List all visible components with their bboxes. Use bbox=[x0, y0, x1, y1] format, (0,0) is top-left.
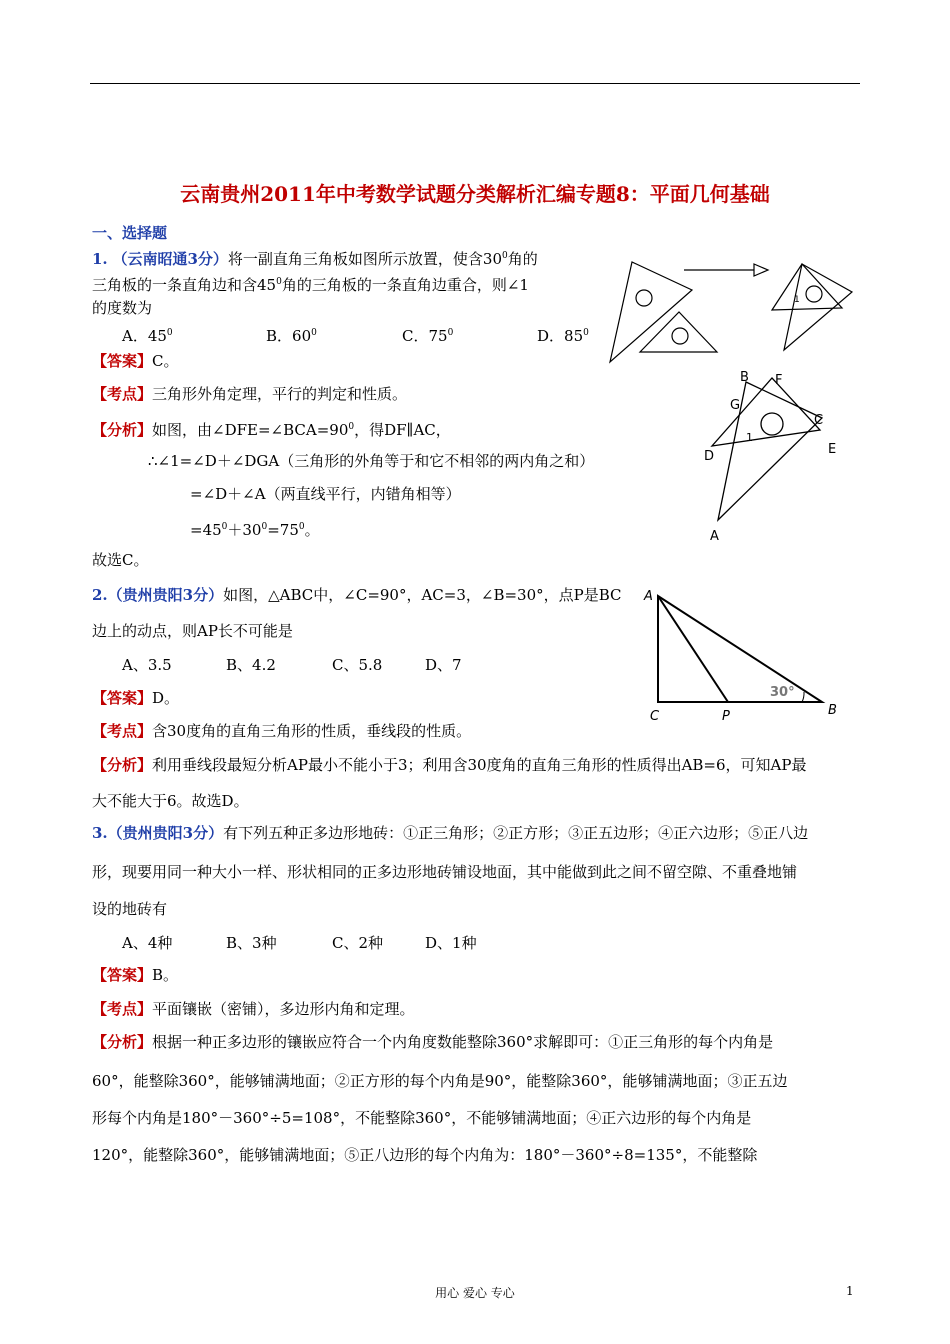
q2-option-c: C、5.8 bbox=[332, 656, 383, 674]
q1-stem-line1 bbox=[92, 245, 538, 270]
fenxi-text: ，得DF∥AC， bbox=[354, 421, 451, 439]
fenxi-text: =75 bbox=[267, 521, 299, 539]
q2-answer bbox=[92, 687, 179, 709]
q1-stem-a2: 角的 bbox=[507, 250, 538, 268]
q3-stem-line3: 设的地砖有 bbox=[92, 900, 168, 918]
q1-stem-b2: 角的三角板的一条直角边重合，则∠1 bbox=[281, 276, 529, 294]
sup: 0 bbox=[276, 277, 282, 287]
footer-motto: 用心 爱心 专心 bbox=[435, 1286, 515, 1300]
label-a: A bbox=[644, 589, 653, 604]
q1-fenxi-1 bbox=[92, 416, 451, 441]
q1-conclude: 故选C。 bbox=[92, 551, 149, 569]
label-b: B bbox=[740, 370, 749, 385]
sup: 0 bbox=[583, 328, 589, 338]
q2-source: （贵州贵阳3分） bbox=[107, 586, 224, 604]
triangle-hole bbox=[806, 286, 822, 302]
q2-option-b: B、4.2 bbox=[226, 656, 276, 674]
fenxi-text: ＋30 bbox=[227, 521, 262, 539]
q3-source: （贵州贵阳3分） bbox=[107, 824, 224, 842]
angle-arc bbox=[802, 692, 804, 702]
q1-fenxi-3: =∠D＋∠A（两直线平行，内错角相等） bbox=[190, 485, 461, 503]
sup: 0 bbox=[221, 522, 228, 532]
page-number: 1 bbox=[846, 1284, 854, 1298]
q2-fenxi-2: 大不能大于6。故选D。 bbox=[92, 792, 249, 810]
kaodian-text: 三角形外角定理，平行的判定和性质。 bbox=[152, 385, 408, 403]
sup: 0 bbox=[166, 328, 173, 338]
option-text: A．45 bbox=[122, 327, 167, 345]
q1-kaodian bbox=[92, 383, 407, 405]
q2-fenxi-1 bbox=[92, 754, 806, 776]
option-text: D．85 bbox=[537, 327, 584, 345]
option-text: C．75 bbox=[402, 327, 448, 345]
sup: 0 bbox=[447, 328, 454, 338]
label-b: B bbox=[828, 703, 837, 718]
label-f: F bbox=[775, 373, 783, 388]
q1-source: （云南昭通3分） bbox=[112, 250, 228, 268]
q3-fenxi-2: 60°，能整除360°，能够铺满地面；②正方形的每个内角是90°，能整除360°，能够铺满地面；③正五边 bbox=[92, 1072, 788, 1090]
q3-option-a: A、4种 bbox=[122, 934, 173, 952]
sup: 0 bbox=[261, 522, 268, 532]
q3-answer bbox=[92, 964, 178, 986]
q1-figure-setsquares bbox=[600, 250, 860, 370]
q3-fenxi-3: 形每个内角是180°－360°÷5=108°，不能整除360°，不能够铺满地面；④正六边形的每个内角是 bbox=[92, 1109, 752, 1127]
fenxi-text: 。 bbox=[304, 521, 320, 539]
angle-1-label: 1 bbox=[794, 295, 800, 305]
q3-number: 3. bbox=[92, 824, 108, 842]
q2-figure-triangle bbox=[640, 584, 845, 724]
angle-1-label: 1 bbox=[746, 431, 753, 444]
q3-stem-line2: 形，现要用同一种大小一样、形状相同的正多边形地砖铺设地面，其中能做到此之间不留空隙、不重叠地铺 bbox=[92, 863, 798, 881]
label-g: G bbox=[730, 398, 741, 413]
kaodian-text: 平面镶嵌（密铺），多边形内角和定理。 bbox=[152, 1000, 415, 1018]
q1-option-a bbox=[122, 322, 173, 347]
q3-stem-line1 bbox=[92, 822, 808, 844]
q2-number: 2. bbox=[92, 586, 108, 604]
sup: 0 bbox=[311, 328, 317, 338]
q1-stem-line3: 的度数为 bbox=[92, 299, 153, 317]
sup: 0 bbox=[502, 251, 508, 261]
kaodian-label: 【考点】 bbox=[92, 722, 153, 740]
arrow-head-icon bbox=[754, 264, 768, 276]
fenxi-text: 根据一种正多边形的镶嵌应符合一个内角度数能整除360°求解即可：①正三角形的每个内角是 bbox=[152, 1033, 774, 1051]
page-title: 云南贵州2011年中考数学试题分类解析汇编专题8：平面几何基础 bbox=[180, 182, 770, 206]
q3-option-c: C、2种 bbox=[332, 934, 384, 952]
angle-30-label: 30° bbox=[770, 685, 795, 700]
answer-label: 【答案】 bbox=[92, 689, 153, 707]
q1-number: 1. bbox=[92, 250, 108, 268]
q2-option-d: D、7 bbox=[425, 656, 462, 674]
triangle-abc bbox=[658, 596, 822, 702]
q3-kaodian bbox=[92, 998, 415, 1020]
q2-stem-line2: 边上的动点，则AP长不可能是 bbox=[92, 622, 293, 640]
triangle-hole bbox=[672, 328, 688, 344]
q3-option-b: B、3种 bbox=[226, 934, 277, 952]
q1-stem-a: 将一副直角三角板如图所示放置，使含30 bbox=[227, 250, 502, 268]
header-rule bbox=[90, 83, 860, 84]
fenxi-text: 如图，由∠DFE=∠BCA=90 bbox=[152, 421, 349, 439]
fenxi-text: 利用垂线段最短分析AP最小不能小于3；利用含30度角的直角三角形的性质得出AB=6，可知AP最 bbox=[152, 756, 807, 774]
answer-label: 【答案】 bbox=[92, 352, 153, 370]
label-a: A bbox=[710, 529, 719, 544]
segment-ap bbox=[658, 596, 728, 702]
q1-option-c bbox=[402, 322, 453, 347]
triangle-hole bbox=[636, 290, 652, 306]
q2-stem-a: 如图，△ABC中，∠C=90°，AC=3，∠B=30°，点P是BC bbox=[223, 586, 622, 604]
q1-stem-b: 三角板的一条直角边和含45 bbox=[92, 276, 277, 294]
q3-fenxi-4: 120°，能整除360°，能够铺满地面；⑤正八边形的每个内角为：180°－360°÷8=135°，不能整除 bbox=[92, 1146, 758, 1164]
triangle-hole bbox=[761, 413, 783, 435]
triangle-45-placed bbox=[772, 264, 842, 310]
q1-fenxi-2: ∴∠1=∠D＋∠DGA（三角形的外角等于和它不相邻的两内角之和） bbox=[148, 452, 595, 470]
q3-stem-a: 有下列五种正多边形地砖：①正三角形；②正方形；③正五边形；④正六边形；⑤正八边 bbox=[223, 824, 809, 842]
section-heading: 一、选择题 bbox=[92, 224, 168, 242]
answer-text: C。 bbox=[152, 352, 179, 370]
fenxi-label: 【分析】 bbox=[92, 421, 153, 439]
option-text: B．60 bbox=[266, 327, 312, 345]
triangle-45-shape bbox=[640, 312, 717, 352]
q1-figure-labeled bbox=[680, 368, 860, 546]
q2-stem-line1 bbox=[92, 584, 622, 606]
q1-option-d bbox=[537, 322, 589, 347]
kaodian-text: 含30度角的直角三角形的性质，垂线段的性质。 bbox=[152, 722, 472, 740]
fenxi-label: 【分析】 bbox=[92, 756, 153, 774]
q1-answer bbox=[92, 350, 179, 372]
q3-fenxi-1 bbox=[92, 1031, 773, 1053]
q1-fenxi-4 bbox=[190, 516, 320, 541]
q2-kaodian bbox=[92, 720, 471, 742]
answer-label: 【答案】 bbox=[92, 966, 153, 984]
label-c: C bbox=[650, 709, 660, 724]
q2-option-a: A、3.5 bbox=[122, 656, 172, 674]
kaodian-label: 【考点】 bbox=[92, 1000, 153, 1018]
q1-option-b bbox=[266, 322, 317, 347]
sup: 0 bbox=[298, 522, 305, 532]
answer-text: B。 bbox=[152, 966, 179, 984]
answer-text: D。 bbox=[152, 689, 180, 707]
fenxi-label: 【分析】 bbox=[92, 1033, 153, 1051]
label-p: P bbox=[722, 709, 730, 724]
sup: 0 bbox=[348, 422, 355, 432]
q3-option-d: D、1种 bbox=[425, 934, 477, 952]
kaodian-label: 【考点】 bbox=[92, 385, 153, 403]
q1-stem-line2 bbox=[92, 271, 529, 296]
label-d: D bbox=[704, 449, 715, 464]
fenxi-text: =45 bbox=[190, 521, 222, 539]
label-c: C bbox=[814, 413, 824, 428]
label-e: E bbox=[828, 442, 837, 457]
